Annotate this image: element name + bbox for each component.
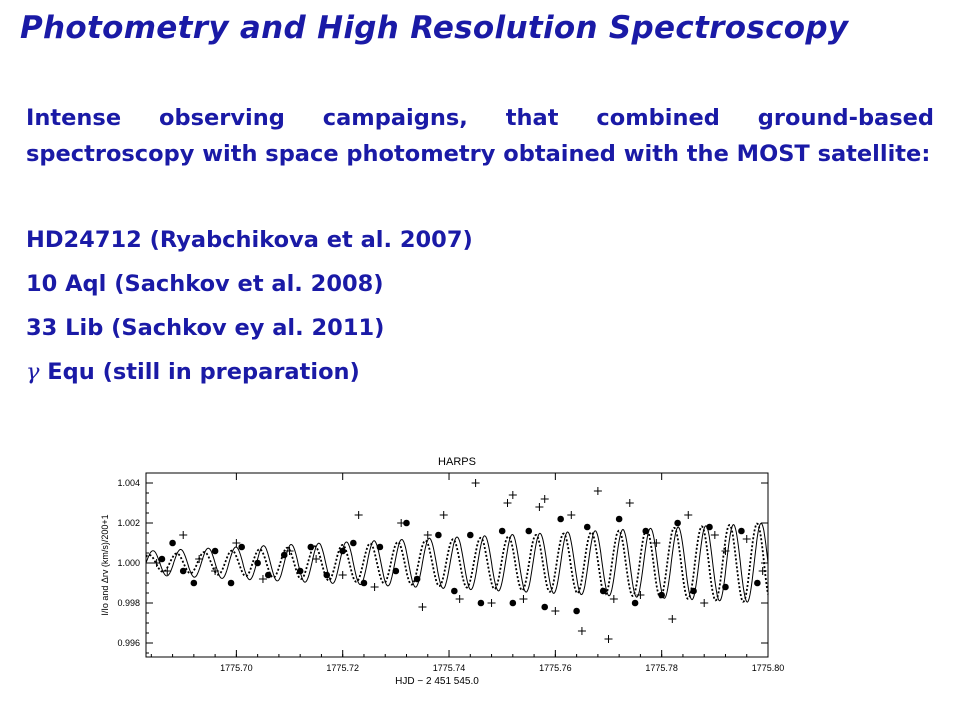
data-point-plus <box>509 491 517 499</box>
data-point-dot <box>169 540 176 547</box>
slide-title: Photometry and High Resolution Spectroscopy <box>20 10 849 46</box>
data-point-dot <box>541 604 548 611</box>
data-point-plus <box>472 479 480 487</box>
data-point-plus <box>594 487 602 495</box>
data-point-dot <box>281 552 288 559</box>
data-point-dot <box>674 520 681 527</box>
y-tick-label: 0.996 <box>117 638 140 648</box>
data-point-dot <box>191 580 198 587</box>
data-point-dot <box>600 588 607 595</box>
data-point-dot <box>510 600 517 607</box>
data-point-plus <box>578 627 586 635</box>
data-point-plus <box>535 503 543 511</box>
y-tick-label: 1.000 <box>117 558 140 568</box>
data-point-plus <box>179 531 187 539</box>
data-point-dot <box>722 584 729 591</box>
list-item-gamma-equ <box>26 359 360 385</box>
y-tick-label: 1.002 <box>117 518 140 528</box>
data-point-dot <box>451 588 458 595</box>
data-point-plus <box>711 531 719 539</box>
list-item: 33 Lib (Sachkov ey al. 2011) <box>26 315 385 341</box>
data-point-dot <box>339 548 346 555</box>
data-point-plus <box>504 499 512 507</box>
data-point-dot <box>238 544 245 551</box>
data-point-plus <box>339 571 347 579</box>
gamma-item-text: Equ (still in preparation) <box>39 359 360 385</box>
data-point-plus <box>636 591 644 599</box>
gamma-symbol: γ <box>26 359 40 385</box>
data-point-dot <box>478 600 485 607</box>
x-tick-label: 1775.80 <box>751 663 785 673</box>
x-axis-label: HJD − 2 451 545.0 <box>395 676 479 687</box>
data-point-plus <box>440 511 448 519</box>
data-point-dot <box>467 532 474 539</box>
plot-frame <box>146 473 768 657</box>
x-tick-label: 1775.74 <box>432 663 466 673</box>
data-point-dot <box>573 608 580 615</box>
data-point-dot <box>308 544 315 551</box>
data-point-plus <box>605 635 613 643</box>
data-point-dot <box>706 524 713 531</box>
data-point-dot <box>525 528 532 535</box>
harps-lightcurve-chart <box>88 450 788 695</box>
chart-title: HARPS <box>438 456 476 468</box>
y-tick-label: 0.998 <box>117 598 140 608</box>
x-tick-label: 1775.78 <box>645 663 678 673</box>
data-point-dot <box>557 516 564 523</box>
y-tick-label: 1.004 <box>117 478 140 488</box>
data-point-plus <box>541 495 549 503</box>
intro-paragraph: Intense observing campaigns, that combined ground-based spectroscopy with space photometry obtained with the MOST satellite: <box>26 105 934 167</box>
data-point-plus <box>567 511 575 519</box>
data-point-plus <box>397 519 405 527</box>
x-tick-label: 1775.72 <box>326 663 359 673</box>
data-point-dot <box>323 572 330 579</box>
data-point-dot <box>180 568 187 575</box>
data-point-plus <box>743 535 751 543</box>
data-point-plus <box>519 595 527 603</box>
y-axis-label: I/Io and Δrv (km/s)/200+1 <box>100 514 110 616</box>
data-point-dot <box>228 580 235 587</box>
data-point-dot <box>435 532 442 539</box>
x-axis <box>151 473 784 673</box>
data-point-dot <box>361 580 368 587</box>
data-point-dot <box>297 568 304 575</box>
data-point-plus <box>610 595 618 603</box>
data-point-plus <box>355 511 363 519</box>
data-point-plus <box>759 567 767 575</box>
list-item: 10 Aql (Sachkov et al. 2008) <box>26 271 384 297</box>
data-point-dot <box>754 580 761 587</box>
data-point-plus <box>371 583 379 591</box>
data-point-dot <box>632 600 639 607</box>
data-point-dot <box>254 560 261 567</box>
data-point-plus <box>456 595 464 603</box>
x-tick-label: 1775.70 <box>220 663 253 673</box>
data-point-plus <box>684 511 692 519</box>
x-tick-label: 1775.76 <box>539 663 572 673</box>
data-point-plus <box>626 499 634 507</box>
data-point-plus <box>551 607 559 615</box>
data-point-plus <box>668 615 676 623</box>
data-point-dot <box>414 576 421 583</box>
data-point-dot <box>265 572 272 579</box>
data-point-plus <box>700 599 708 607</box>
data-point-dot <box>159 556 166 563</box>
data-point-plus <box>652 539 660 547</box>
data-point-dot <box>212 548 219 555</box>
data-point-dot <box>616 516 623 523</box>
data-point-plus <box>488 599 496 607</box>
data-point-dot <box>377 544 384 551</box>
data-point-dot <box>658 592 665 599</box>
data-point-dot <box>584 524 591 531</box>
data-point-dot <box>642 528 649 535</box>
data-point-plus <box>424 531 432 539</box>
data-point-dot <box>350 540 357 547</box>
data-point-dot <box>393 568 400 575</box>
data-point-dot <box>499 528 506 535</box>
list-item: HD24712 (Ryabchikova et al. 2007) <box>26 227 473 253</box>
data-point-dot <box>738 528 745 535</box>
data-point-plus <box>418 603 426 611</box>
data-point-dot <box>690 588 697 595</box>
